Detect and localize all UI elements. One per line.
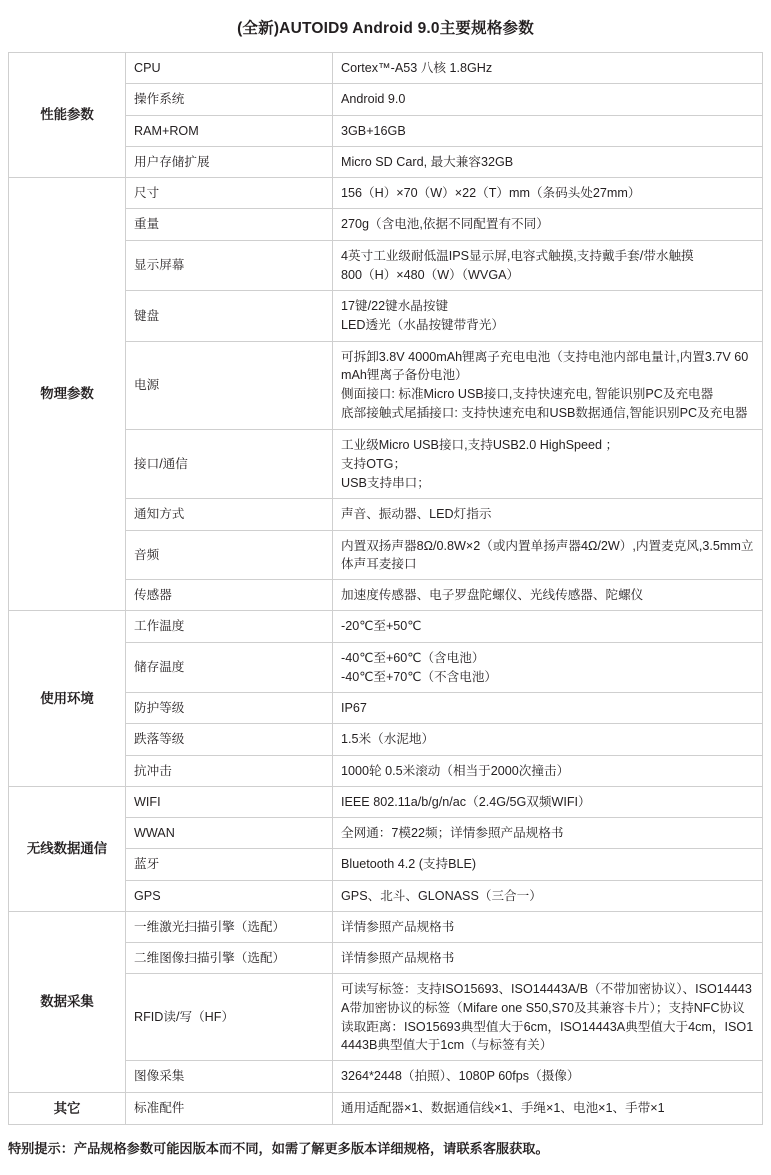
spec-value-cell xyxy=(333,786,763,817)
spec-name-cell: 抗冲击 xyxy=(126,755,333,786)
spec-value-cell xyxy=(333,209,763,240)
spec-value-line: LED透光（水晶按键带背光） xyxy=(341,318,505,333)
spec-name-cell: 图像采集 xyxy=(126,1061,333,1092)
category-cell: 数据采集 xyxy=(9,911,126,1092)
spec-value-line: 156（H）×70（W）×22（T）mm（条码头处27mm） xyxy=(341,186,641,200)
spec-value-line: 800（H）×480（W）（WVGA） xyxy=(341,267,520,282)
spec-value-line: 可读写标签：支持ISO15693、ISO14443A/B（不带加密协议）、ISO14443A带加密协议的标签（Mifare one S50,S70及其兼容卡片）；支持NFC协议 xyxy=(341,982,752,1015)
spec-value-cell xyxy=(333,115,763,146)
spec-value-line: IP67 xyxy=(341,701,367,715)
spec-name-cell: GPS xyxy=(126,880,333,911)
spec-name-cell: 传感器 xyxy=(126,580,333,611)
spec-value-line: 底部接触式尾插接口: 支持快速充电和USB数据通信,智能识别PC及充电器 xyxy=(341,406,748,421)
spec-value-cell xyxy=(333,693,763,724)
spec-name-cell: 电源 xyxy=(126,341,333,429)
spec-name-cell: 一维激光扫描引擎（选配） xyxy=(126,911,333,942)
spec-value-line: 内置双扬声器8Ω/0.8W×2（或内置单扬声器4Ω/2W）,内置麦克风,3.5mm立体声耳麦接口 xyxy=(341,538,754,571)
spec-value-line: -40℃至+60℃（含电池） xyxy=(341,650,485,665)
spec-value-cell xyxy=(333,580,763,611)
spec-name-cell: 蓝牙 xyxy=(126,849,333,880)
spec-value-line: -40℃至+70℃（不含电池） xyxy=(341,669,498,684)
spec-value-line: 声音、振动器、LED灯指示 xyxy=(341,507,492,522)
specifications-table xyxy=(8,52,763,1125)
table-row xyxy=(9,53,763,84)
spec-name-cell: 显示屏幕 xyxy=(126,240,333,291)
spec-name-cell: WWAN xyxy=(126,818,333,849)
spec-value-line: 3264*2448（拍照）、1080P 60fps（摄像） xyxy=(341,1069,580,1084)
table-row xyxy=(9,786,763,817)
table-row xyxy=(9,911,763,942)
spec-value-line: 通用适配器×1、数据通信线×1、手绳×1、电池×1、手带×1 xyxy=(341,1101,665,1116)
spec-value-line: -20℃至+50℃ xyxy=(341,619,422,634)
spec-name-cell: 工作温度 xyxy=(126,611,333,642)
spec-value-cell xyxy=(333,880,763,911)
spec-name-cell: CPU xyxy=(126,53,333,84)
spec-value-cell xyxy=(333,530,763,580)
category-cell: 物理参数 xyxy=(9,178,126,611)
spec-value-cell xyxy=(333,178,763,209)
spec-name-cell: 防护等级 xyxy=(126,693,333,724)
spec-name-cell: 重量 xyxy=(126,209,333,240)
table-row xyxy=(9,611,763,642)
spec-value-line: Cortex™-A53 八核 1.8GHz xyxy=(341,61,493,75)
spec-name-cell: RAM+ROM xyxy=(126,115,333,146)
spec-value-line: 3GB+16GB xyxy=(341,123,406,138)
spec-value-line: 全网通：7模22频；详情参照产品规格书 xyxy=(341,826,564,840)
category-cell: 其它 xyxy=(9,1092,126,1124)
spec-value-cell xyxy=(333,755,763,786)
spec-name-cell: 接口/通信 xyxy=(126,429,333,499)
spec-value-cell xyxy=(333,1061,763,1092)
spec-value-cell xyxy=(333,611,763,642)
spec-value-line: 读取距离：ISO15693典型值大于6cm，ISO14443A典型值大于4cm，ISO14443B典型值大于1cm（与标签有关） xyxy=(341,1019,754,1052)
spec-name-cell: 尺寸 xyxy=(126,178,333,209)
spec-value-line: USB支持串口； xyxy=(341,476,430,490)
category-cell: 无线数据通信 xyxy=(9,786,126,911)
spec-value-line: IEEE 802.11a/b/g/n/ac（2.4G/5G双频WIFI） xyxy=(341,794,591,809)
table-body xyxy=(9,53,763,1125)
footnote: 特别提示：产品规格参数可能因版本而不同，如需了解更多版本详细规格，请联系客服获取。 xyxy=(8,1140,549,1156)
spec-value-line: Micro SD Card, 最大兼容32GB xyxy=(341,154,514,169)
spec-name-cell: 键盘 xyxy=(126,291,333,342)
spec-name-cell: 跌落等级 xyxy=(126,724,333,755)
spec-value-line: 1000轮 0.5米滚动（相当于2000次撞击） xyxy=(341,763,570,778)
spec-name-cell: 储存温度 xyxy=(126,642,333,693)
spec-name-cell: 操作系统 xyxy=(126,84,333,115)
spec-value-cell xyxy=(333,341,763,429)
spec-value-line: 270g（含电池,依据不同配置有不同） xyxy=(341,217,549,232)
spec-name-cell: 二维图像扫描引擎（选配） xyxy=(126,943,333,974)
spec-value-cell xyxy=(333,1092,763,1124)
spec-value-cell xyxy=(333,724,763,755)
spec-name-cell: 通知方式 xyxy=(126,499,333,530)
spec-value-cell xyxy=(333,849,763,880)
spec-value-line: 工业级Micro USB接口,支持USB2.0 HighSpeed ； xyxy=(341,437,619,452)
page-title: (全新)AUTOID9 Android 9.0主要规格参数 xyxy=(237,20,534,37)
spec-value-cell xyxy=(333,240,763,291)
table-row xyxy=(9,1092,763,1124)
spec-value-line: 详情参照产品规格书 xyxy=(341,919,455,934)
spec-value-line: 4英寸工业级耐低温IPS显示屏,电容式触摸,支持戴手套/带水触摸 xyxy=(341,248,694,263)
spec-value-cell xyxy=(333,53,763,84)
spec-value-cell xyxy=(333,84,763,115)
spec-value-cell xyxy=(333,943,763,974)
spec-value-cell xyxy=(333,642,763,693)
category-cell: 性能参数 xyxy=(9,53,126,178)
spec-value-line: 加速度传感器、电子罗盘陀螺仪、光线传感器、陀螺仪 xyxy=(341,588,644,602)
category-cell: 使用环境 xyxy=(9,611,126,787)
spec-value-cell xyxy=(333,974,763,1061)
spec-value-line: 1.5米（水泥地） xyxy=(341,732,435,747)
spec-value-cell xyxy=(333,291,763,342)
spec-value-cell xyxy=(333,911,763,942)
spec-name-cell: RFID读/写（HF） xyxy=(126,974,333,1061)
spec-value-line: 侧面接口: 标准Micro USB接口,支持快速充电, 智能识别PC及充电器 xyxy=(341,387,714,401)
spec-name-cell: WIFI xyxy=(126,786,333,817)
table-row xyxy=(9,178,763,209)
spec-name-cell: 标准配件 xyxy=(126,1092,333,1124)
spec-value-line: Android 9.0 xyxy=(341,92,406,107)
spec-value-cell xyxy=(333,146,763,177)
spec-name-cell: 用户存储扩展 xyxy=(126,146,333,177)
spec-value-cell xyxy=(333,499,763,530)
spec-value-line: 可拆卸3.8V 4000mAh锂离子充电电池（支持电池内部电量计,内置3.7V 60mAh锂离子备份电池） xyxy=(341,349,749,382)
spec-value-line: 支持OTG； xyxy=(341,456,407,471)
spec-value-line: 17键/22键水晶按键 xyxy=(341,299,449,313)
spec-value-line: GPS、北斗、GLONASS（三合一） xyxy=(341,888,542,903)
spec-value-line: 详情参照产品规格书 xyxy=(341,951,455,965)
spec-value-cell xyxy=(333,818,763,849)
spec-value-line: Bluetooth 4.2 (支持BLE) xyxy=(341,857,477,872)
spec-name-cell: 音频 xyxy=(126,530,333,580)
spec-value-cell xyxy=(333,429,763,499)
